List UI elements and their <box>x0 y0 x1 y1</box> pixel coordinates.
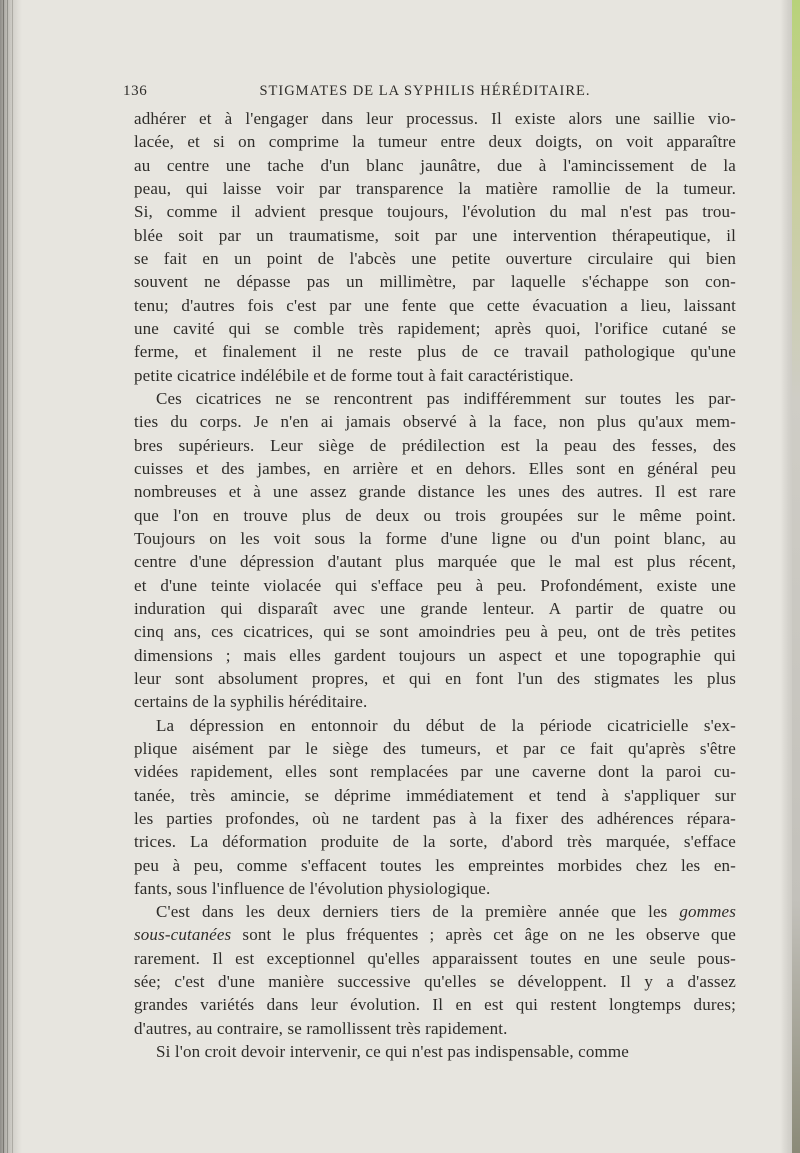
page-right-edge <box>780 0 800 1153</box>
text-line: bres supérieurs. Leur siège de prédilection est la peau des fesses, des <box>134 435 736 455</box>
text-line: blée soit par un traumatisme, soit par une intervention thérapeutique, il <box>134 225 736 245</box>
text-line: les parties profondes, où ne tardent pas à la fixer des adhérences répara- <box>134 808 736 828</box>
text-line: induration qui disparaît avec une grande lenteur. A partir de quatre ou <box>134 598 736 618</box>
text-line: vidées rapidement, elles sont remplacées par une caverne dont la paroi cu- <box>134 762 736 782</box>
text-line: cinq ans, ces cicatrices, qui se sont amoindries peu à peu, ont de très petites <box>134 622 736 642</box>
text-line: grandes variétés dans leur évolution. Il en est qui restent longtemps dures; <box>134 995 736 1015</box>
text-line: plique aisément par le siège des tumeurs, et par ce fait qu'après s'être <box>134 738 736 758</box>
text-line: trices. La déformation produite de la sorte, d'abord très marquée, s'efface <box>134 832 736 852</box>
text-line: centre d'une dépression d'autant plus marquée que le mal est plus récent, <box>134 552 736 572</box>
text-line: Ces cicatrices ne se rencontrent pas indifféremment sur toutes les par- <box>156 388 736 408</box>
paragraph <box>134 900 736 1040</box>
text-line: au centre une tache d'un blanc jaunâtre, due à l'amincissement de la <box>134 155 736 175</box>
paragraph <box>134 714 736 901</box>
text-line: souvent ne dépasse pas un millimètre, par laquelle s'échappe son con- <box>134 272 736 292</box>
text-line: peau, qui laisse voir par transparence la matière ramollie de la tumeur. <box>134 178 736 198</box>
text-line: La dépression en entonnoir du début de la période cicatricielle s'ex- <box>156 715 736 735</box>
page-number: 136 <box>123 83 148 99</box>
text-line: nombreuses et à une assez grande distance les unes des autres. Il est rare <box>134 482 736 502</box>
paragraph <box>134 1040 736 1063</box>
text-line: Si l'on croit devoir intervenir, ce qui n'est pas indispensable, comme <box>156 1042 629 1062</box>
text-line: peu à peu, comme s'effacent toutes les empreintes morbides chez les en- <box>134 855 736 875</box>
paragraph <box>134 387 736 714</box>
running-head: STIGMATES DE LA SYPHILIS HÉRÉDITAIRE. <box>259 83 591 99</box>
body-text <box>134 107 736 1063</box>
italic-term: sous-cutanées <box>134 925 232 945</box>
text-line: ferme, et finalement il ne reste plus de ce travail pathologique qu'une <box>134 342 736 362</box>
text-line: une cavité qui se comble très rapidement; après quoi, l'orifice cutané se <box>134 318 736 338</box>
text-line: dimensions ; mais elles gardent toujours un aspect et une topographie qui <box>134 645 736 665</box>
text-line: fants, sous l'influence de l'évolution physiologique. <box>134 878 491 898</box>
text-line: tenu; d'autres fois c'est par une fente que cette évacuation a lieu, laissant <box>134 295 736 315</box>
text-line: tanée, très amincie, se déprime immédiatement et tend à s'appliquer sur <box>134 785 736 805</box>
text-line: cuisses et des jambes, en arrière et en dehors. Elles sont en général peu <box>134 458 736 478</box>
text-line: ties du corps. Je n'en ai jamais observé à la face, non plus qu'aux mem- <box>134 412 736 432</box>
text-line: et d'une teinte violacée qui s'efface peu à peu. Profondément, existe une <box>134 575 736 595</box>
text-line: adhérer et à l'engager dans leur processus. Il existe alors une saillie vio- <box>134 109 736 128</box>
text-line: d'autres, au contraire, se ramollissent très rapidement. <box>134 1018 508 1038</box>
text-line: certains de la syphilis héréditaire. <box>134 692 368 712</box>
text-line: sous-cutanées sont le plus fréquentes ; après cet âge on ne les observe que <box>134 925 736 945</box>
paragraph <box>134 107 736 387</box>
text-line: Si, comme il advient presque toujours, l'évolution du mal n'est pas trou- <box>134 202 736 222</box>
text-line: leur sont absolument propres, et qui en font l'un des stigmates les plus <box>134 668 736 688</box>
text-line: que l'on en trouve plus de deux ou trois groupées sur le même point. <box>134 505 736 525</box>
text-line: se fait en un point de l'abcès une petite ouverture circulaire qui bien <box>134 248 736 268</box>
text-line: C'est dans les deux derniers tiers de la première année que les gommes <box>156 902 736 922</box>
page-header <box>123 83 727 107</box>
text-line: rarement. Il est exceptionnel qu'elles apparaissent toutes en une seule pous- <box>134 948 736 968</box>
text-line: Toujours on les voit sous la forme d'une ligne ou d'un point blanc, au <box>134 528 736 548</box>
text-line: lacée, et si on comprime la tumeur entre deux doigts, on voit apparaître <box>134 132 736 152</box>
page-binding-edge <box>0 0 22 1153</box>
text-line: petite cicatrice indélébile et de forme tout à fait caractéristique. <box>134 365 574 385</box>
italic-term: gommes <box>679 902 736 922</box>
text-line: sée; c'est d'une manière successive qu'elles se développent. Il y a d'assez <box>134 972 736 992</box>
